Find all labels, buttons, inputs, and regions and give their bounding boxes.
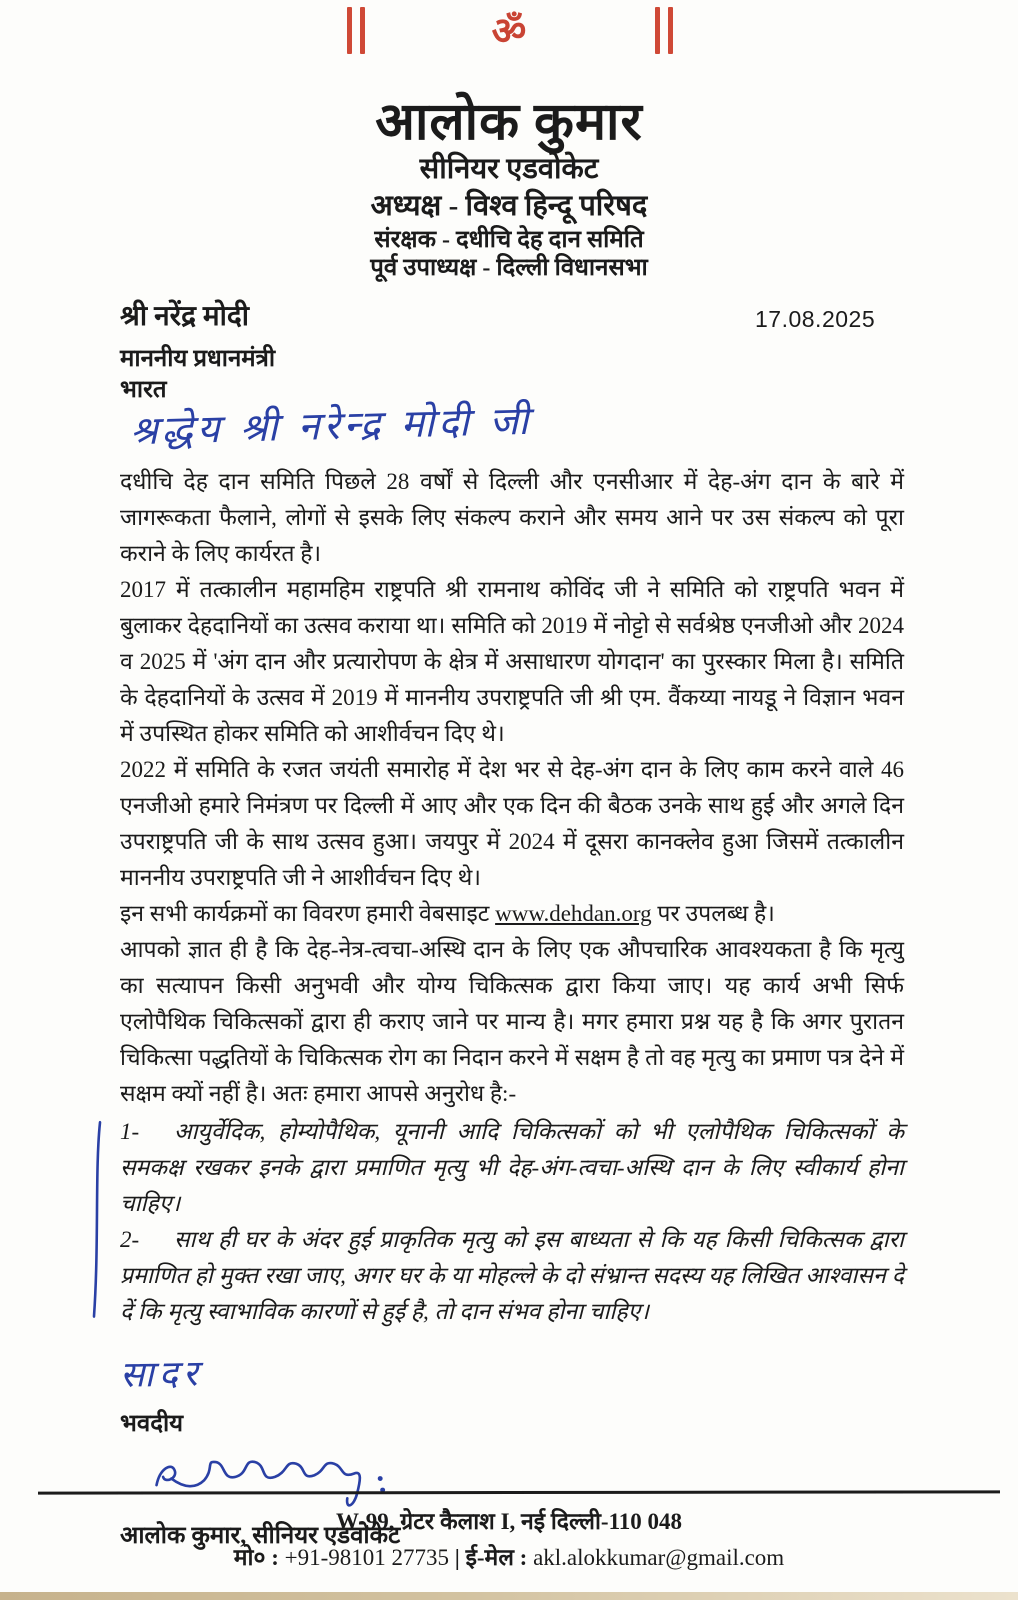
- recipient-name: श्री नरेंद्र मोदी: [120, 301, 250, 332]
- phone-number: +91-98101 27735: [284, 1545, 450, 1570]
- website-line-suffix: पर उपलब्ध है।: [651, 901, 775, 926]
- scan-edge-artifact: [0, 1592, 1018, 1600]
- footer-contact: [0, 1540, 1018, 1572]
- contact-separator: |: [449, 1545, 466, 1570]
- paragraph-request-intro: आपको ज्ञात ही है कि देह-नेत्र-त्वचा-अस्थि दान के लिए एक औपचारिक आवश्यकता है कि मृत्यु का सत्यापन किसी अनुभवी और योग्य चिकित्सक द्वारा किया जाए। यह कार्य अभी सिर्फ एलोपैथिक चिकित्सकों द्वारा ही कराए जाने पर मान्य है। मगर हमारा प्रश्न यह है कि अगर पुरातन चिकित्सा पद्धतियों के चिकित्सक रोग का निदान करने में सक्षम है तो वह मृत्यु का प्रमाण पत्र देने में सक्षम क्यों नहीं है। अतः हमारा आपसे अनुरोध है:-: [120, 937, 904, 1106]
- recipient-title: माननीय प्रधानमंत्री: [120, 346, 276, 372]
- website-url: www.dehdan.org: [495, 901, 652, 926]
- letter-body: [120, 464, 904, 1554]
- letter-date: 17.08.2025: [755, 306, 876, 332]
- blue-pen-margin-mark: [92, 1120, 102, 1319]
- request-list: [120, 1114, 904, 1330]
- closing-word: भवदीय: [120, 1411, 184, 1437]
- double-bar-right-icon: [655, 7, 673, 54]
- letterhead-role-vidhansabha: पूर्व उपाध्यक्ष - दिल्ली विधानसभा: [370, 255, 648, 281]
- request-1-text: आयुर्वेदिक, होम्योपैथिक, यूनानी आदि चिकित्सकों को भी एलोपैथिक चिकित्सकों के समकक्ष रखकर इनके द्वारा प्रमाणित मृत्यु भी देह-अंग-त्वचा-अस्थि दान के लिए स्वीकार्य होना चाहिए।: [120, 1119, 904, 1216]
- paragraph-website: [120, 896, 904, 932]
- letterhead-role-dadhichi: संरक्षक - दधीचि देह दान समिति: [374, 227, 644, 253]
- request-item-2: [120, 1222, 904, 1330]
- om-icon: ॐ: [491, 11, 527, 53]
- paragraph-jubilee: 2022 में समिति के रजत जयंती समारोह में देश भर से देह-अंग दान के लिए काम करने वाले 46 एनजीओ हमारे निमंत्रण पर दिल्ली में आए और एक दिन की बैठक उनके साथ हुई और अगले दिन उपराष्ट्रपति जी के साथ उत्सव हुआ। जयपुर में 2024 में दूसरा कानक्लेव हुआ जिसमें तत्कालीन माननीय उपराष्ट्रपति जी ने आशीर्वचन दिए थे।: [120, 757, 904, 890]
- request-2-text: साथ ही घर के अंदर हुई प्राकृतिक मृत्यु को इस बाध्यता से कि यह किसी चिकित्सक द्वारा प्रमाणित हो मुक्त रखा जाए, अगर घर के या मोहल्ले के दो संभ्रान्त सदस्य यह लिखित आश्वासन दे दें कि मृत्यु स्वाभाविक कारणों से हुई है, तो दान संभव होना चाहिए।: [120, 1227, 904, 1324]
- request-item-1: [120, 1114, 904, 1222]
- paragraph-awards: 2017 में तत्कालीन महामहिम राष्ट्रपति श्री रामनाथ कोविंद जी ने समिति को राष्ट्रपति भवन में बुलाकर देहदानियों का उत्सव कराया था। समिति को 2019 में नोट्टो से सर्वश्रेष्ठ एनजीओ और 2024 व 2025 में 'अंग दान और प्रत्यारोपण के क्षेत्र में असाधारण योगदान' का पुरस्कार मिला है। समिति के देहदानियों के उत्सव में 2019 में माननीय उपराष्ट्रपति जी श्री एम. वैंकय्या नायडू ने विज्ञान भवन में उपस्थित होकर समिति को आशीर्वचन दिए थे।: [120, 577, 904, 746]
- email-label: ई-मेल :: [465, 1545, 534, 1570]
- footer-address: W-99, ग्रेटर कैलाश I, नई दिल्ली-110 048: [335, 1509, 683, 1534]
- paragraph-intro: दधीचि देह दान समिति पिछले 28 वर्षों से दिल्ली और एनसीआर में देह-अंग दान के बारे में जागरूकता फैलाने, लोगों से इसके लिए संकल्प कराने और समय आने पर उस संकल्प को पूरा कराने के लिए कार्यरत है।: [120, 469, 904, 566]
- handwritten-salutation: श्रद्धेय श्री नरेन्द्र मोदी जी: [129, 398, 533, 455]
- recipient-country: भारत: [120, 377, 167, 403]
- request-1-number: 1-: [120, 1119, 140, 1144]
- handwritten-regards: सादर: [119, 1353, 203, 1396]
- letterhead-title: सीनियर एडवोकेट: [419, 153, 599, 185]
- letterhead-name: आलोक कुमार: [375, 94, 643, 151]
- email-address: akl.alokkumar@gmail.com: [533, 1545, 785, 1570]
- website-line-prefix: इन सभी कार्यक्रमों का विवरण हमारी वेबसाइट: [120, 901, 496, 926]
- signatory-name: आलोक कुमार, सीनियर एडवोकेट: [120, 1523, 401, 1549]
- request-2-number: 2-: [120, 1227, 140, 1252]
- mobile-label: मो० :: [233, 1545, 285, 1570]
- letterhead-role-vhp: अध्यक्ष - विश्व हिन्दू परिषद: [370, 190, 648, 222]
